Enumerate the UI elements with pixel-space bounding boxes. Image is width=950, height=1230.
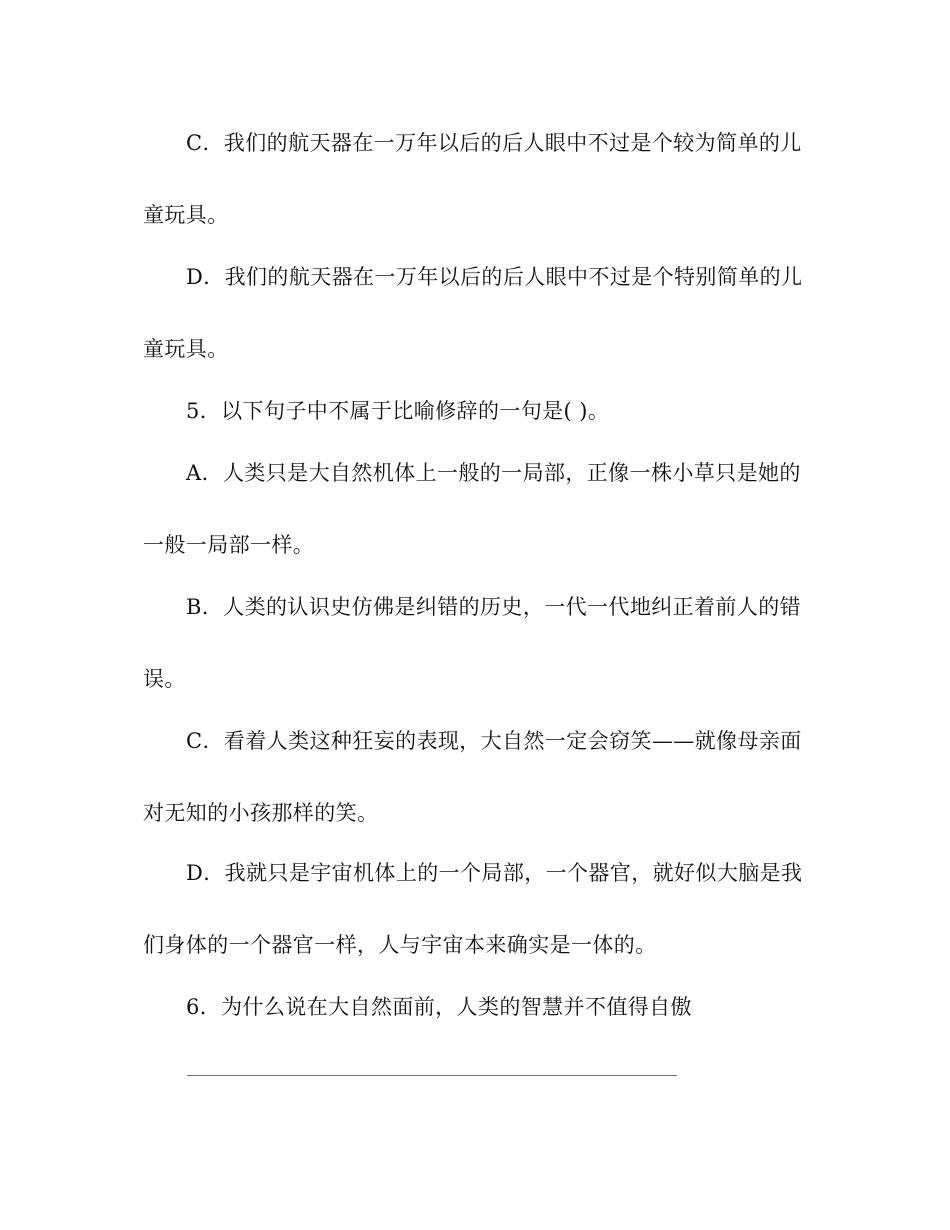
option-d-line-2: 童玩具。: [143, 337, 229, 361]
q5-option-b-line-2: 误。: [143, 667, 186, 691]
q5-option-d-line-1: D．我就只是宇宙机体上的一个局部，一个器官，就好似大脑是我: [186, 861, 803, 885]
q5-option-b-line-1: B．人类的认识史仿佛是纠错的历史，一代一代地纠正着前人的错: [186, 595, 802, 619]
answer-blank-line: [187, 1075, 677, 1076]
q5-option-a-line-1: A．人类只是大自然机体上一般的一局部，正像一株小草只是她的: [186, 461, 801, 485]
option-c-line-1: C．我们的航天器在一万年以后的后人眼中不过是个较为简单的儿: [186, 131, 802, 155]
option-d-line-1: D．我们的航天器在一万年以后的后人眼中不过是个特别简单的儿: [186, 265, 803, 289]
q5-option-a-line-2: 一般一局部一样。: [143, 533, 315, 557]
question-6: 6．为什么说在大自然面前，人类的智慧并不值得自傲: [186, 995, 692, 1019]
option-c-line-2: 童玩具。: [143, 203, 229, 227]
q5-option-c-line-2: 对无知的小孩那样的笑。: [143, 801, 379, 825]
q5-option-d-line-2: 们身体的一个器官一样，人与宇宙本来确实是一体的。: [143, 933, 657, 957]
question-5: 5．以下句子中不属于比喻修辞的一句是( )。: [186, 399, 610, 423]
q5-option-c-line-1: C．看着人类这种狂妄的表现，大自然一定会窃笑——就像母亲面: [186, 729, 802, 753]
